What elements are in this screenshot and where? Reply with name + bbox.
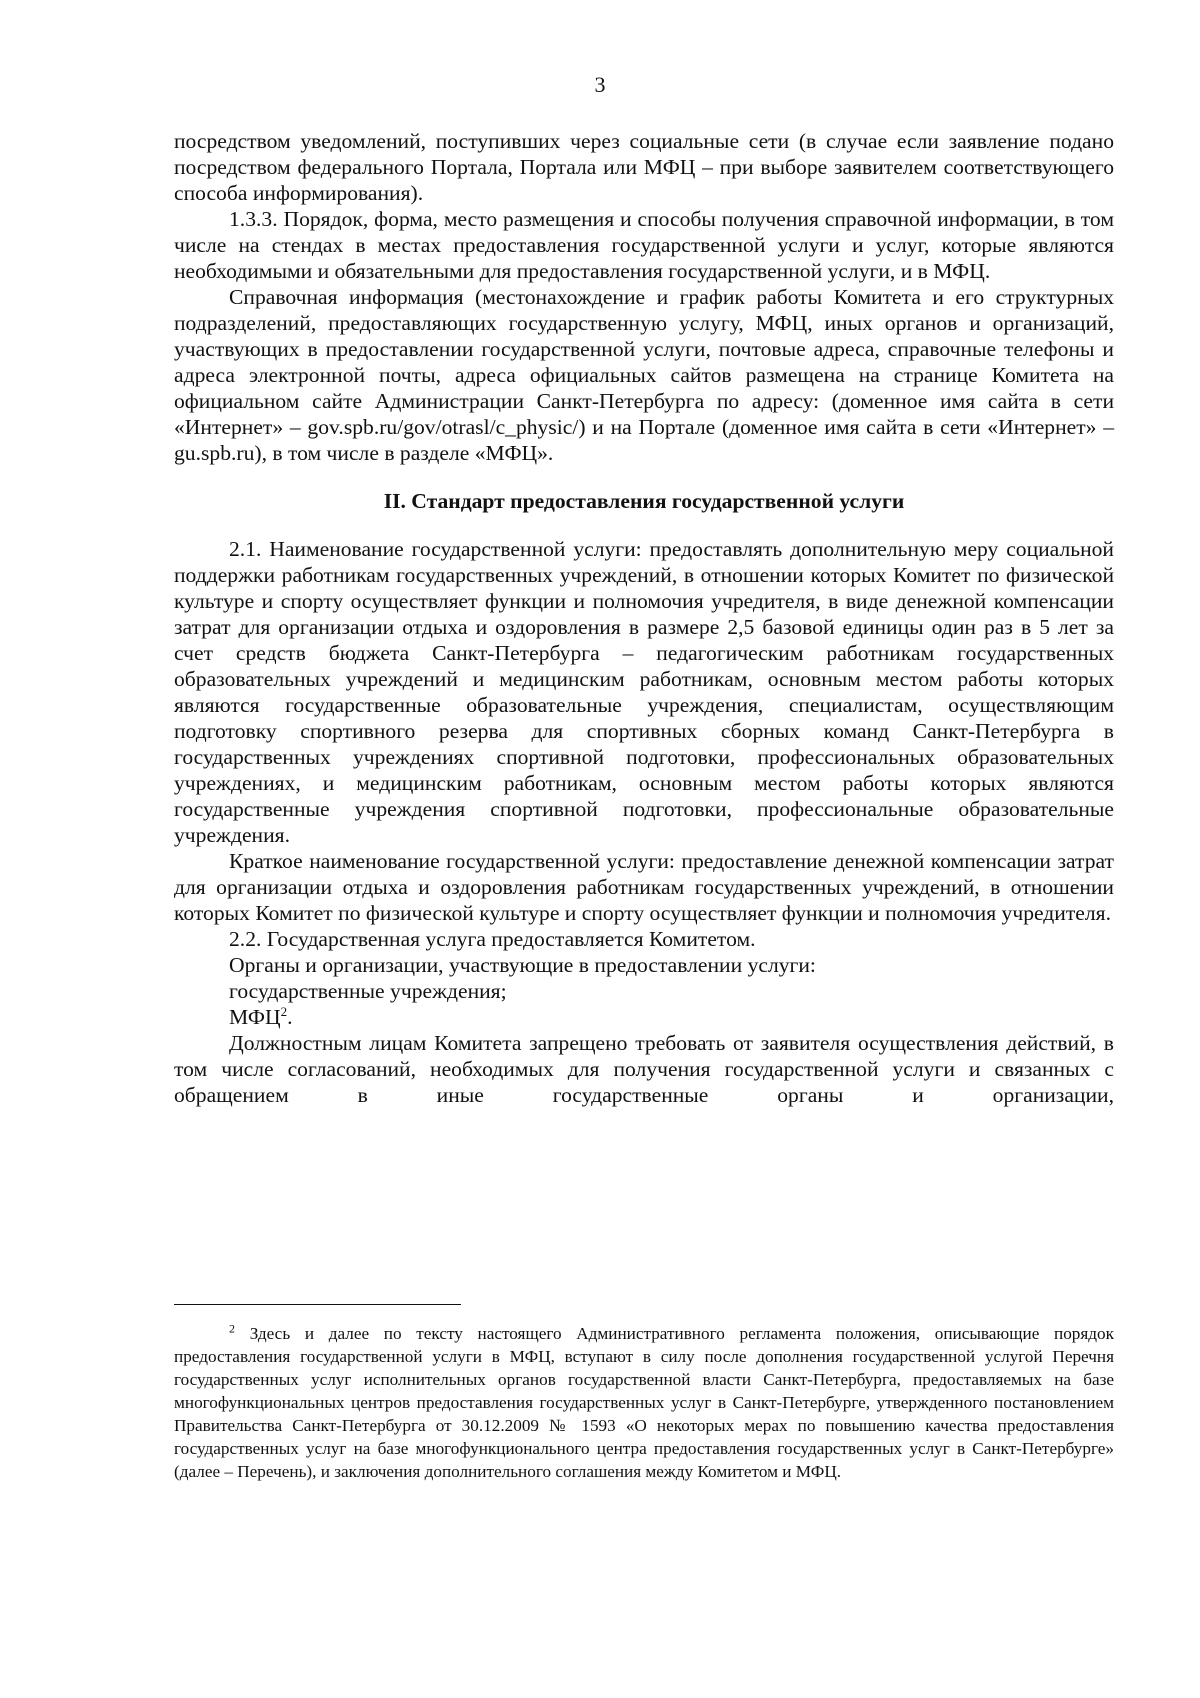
footnote-marker: 2 [229, 1321, 235, 1336]
paragraph-mfc [174, 1004, 1114, 1030]
paragraph-organizations: Органы и организации, участвующие в предоставлении услуги: [229, 953, 816, 977]
footnote-reference: 2 [280, 1003, 288, 1019]
mfc-period: . [287, 1005, 293, 1029]
footnote-text: Здесь и далее по тексту настоящего Административного регламента положения, описывающие порядок предоставления государственной услуги в МФЦ, вступают в силу после дополнения государственной услугой Перечня государственных услуг исполнительных органов государственной власти Санкт-Петербурга, предоставляемых на базе многофункциональных центров предоставления государственных услуг в Санкт-Петербурге, утвержденного постановлением Правительства Санкт-Петербурга от 30.12.2009 № 1593 «О некоторых мерах по повышению качества предоставления государственных услуг на базе многофункционального центра предоставления государственных услуг в Санкт-Петербурге» (далее – Перечень), и заключения дополнительного соглашения между Комитетом и МФЦ. [174, 1324, 1114, 1481]
footnote-paragraph [174, 1322, 1114, 1483]
footnote-separator [174, 1304, 461, 1305]
section-heading: II. Стандарт предоставления государственной услуги [383, 489, 905, 513]
paragraph-officials: Должностным лицам Комитета запрещено требовать от заявителя осуществления действий, в том числе согласований, необходимых для получения государственной услуги и связанных с обращением в иные государственные органы и организации, [174, 1031, 1114, 1107]
footnote [174, 1322, 1114, 1483]
document-body [174, 128, 1114, 1108]
paragraph-continuation: посредством уведомлений, поступивших через социальные сети (в случае если заявление подано посредством федерального Портала, Портала или МФЦ – при выборе заявителем соответствующего способа информирования). [174, 129, 1114, 205]
mfc-text: МФЦ [229, 1005, 281, 1029]
paragraph-short-name: Краткое наименование государственной услуги: предоставление денежной компенсации затрат для организации отдыха и оздоровления работникам государственных учреждений, в отношении которых Комитет по физической культуре и спорту осуществляет функции и полномочия учредителя. [174, 849, 1114, 925]
paragraph-1-3-3: 1.3.3. Порядок, форма, место размещения и способы получения справочной информации, в том числе на стендах в местах предоставления государственной услуги и услуг, которые являются необходимыми и обязательными для предоставления государственной услуги, и в МФЦ. [174, 207, 1114, 283]
paragraph-2-2: 2.2. Государственная услуга предоставляется Комитетом. [229, 927, 756, 951]
paragraph-2-1: 2.1. Наименование государственной услуги: предоставлять дополнительную меру социальной поддержки работникам государственных учреждений, в отношении которых Комитет по физической культуре и спорту осуществляет функции и полномочия учредителя, в виде денежной компенсации затрат для организации отдыха и оздоровления в размере 2,5 базовой единицы один раз в 5 лет за счет средств бюджета Санкт-Петербурга – педагогическим работникам государственных образовательных учреждений и медицинским работникам, основным местом работы которых являются государственные образовательные учреждения, специалистам, осуществляющим подготовку спортивного резерва для спортивных сборных команд Санкт-Петербурга в государственных учреждениях спортивной подготовки, профессиональных образовательных учреждениях, и медицинским работникам, основным местом работы которых являются государственные учреждения спортивной подготовки, профессиональные образовательные учреждения. [174, 537, 1114, 847]
page-number: 3 [594, 72, 606, 97]
paragraph-reference-info: Справочная информация (местонахождение и график работы Комитета и его структурных подразделений, предоставляющих государственную услугу, МФЦ, иных органов и организаций, участвующих в предоставлении государственной услуги, почтовые адреса, справочные телефоны и адреса электронной почты, адреса официальных сайтов размещена на странице Комитета на официальном сайте Администрации Санкт-Петербурга по адресу: (доменное имя сайта в сети «Интернет» – gov.spb.ru/gov/otrasl/c_physic/) и на Портале (доменное имя сайта в сети «Интернет» – gu.spb.ru), в том числе в разделе «МФЦ». [174, 285, 1114, 465]
paragraph-state-institutions: государственные учреждения; [229, 979, 507, 1003]
